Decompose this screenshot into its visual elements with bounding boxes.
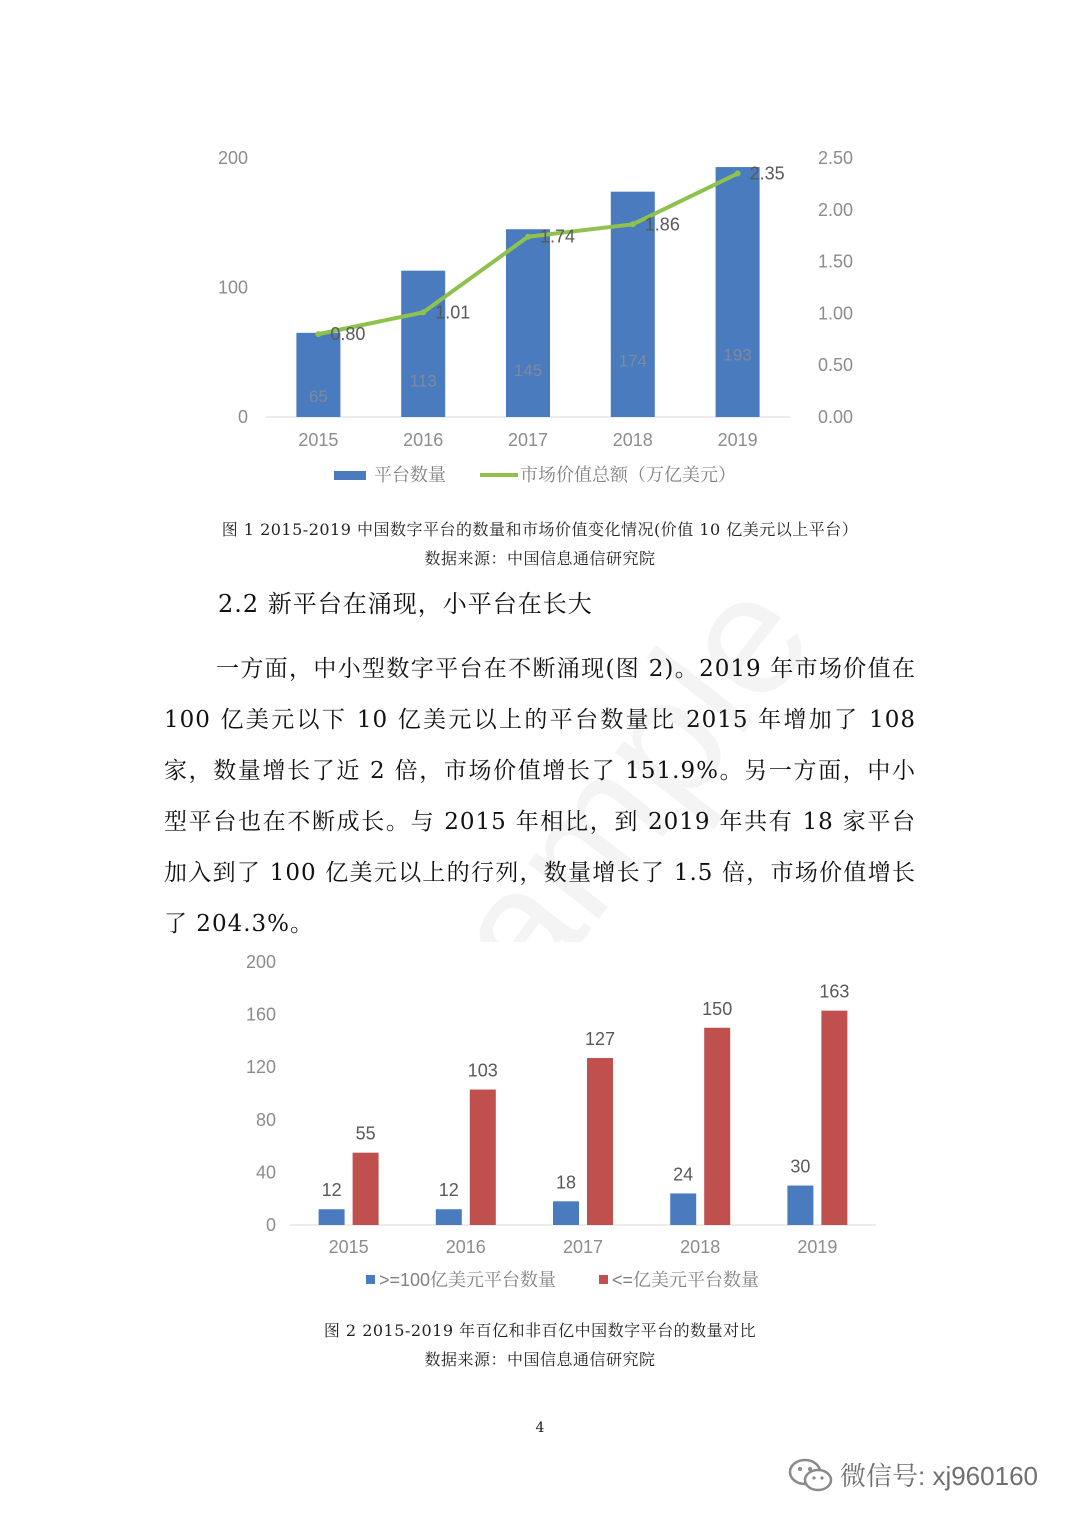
- bar-data-label: 163: [819, 981, 850, 1002]
- x-tick-label: 2016: [445, 1237, 486, 1257]
- legend-bar-swatch: [334, 471, 366, 480]
- legend-series2-swatch: [599, 1275, 608, 1284]
- bar-data-label: 174: [618, 351, 647, 371]
- bar-large-platforms: [436, 1209, 462, 1225]
- bar-small-platforms: [353, 1153, 379, 1225]
- line-data-label: 2.35: [749, 163, 785, 184]
- wechat-icon: [788, 1458, 834, 1492]
- line-point: [630, 221, 636, 227]
- bar-data-label: 193: [723, 345, 752, 365]
- wechat-id: 微信号: xj960160: [840, 1461, 1038, 1491]
- figure1-chart: [208, 138, 860, 504]
- bar-data-label: 113: [409, 371, 437, 391]
- y-tick-label: 0: [265, 1215, 276, 1235]
- y-tick-label: 80: [255, 1109, 276, 1130]
- x-tick-label: 2017: [507, 430, 549, 450]
- line-data-label: 0.80: [330, 324, 366, 345]
- bar-large-platforms: [553, 1201, 579, 1225]
- figure1-chart-box: [208, 138, 860, 504]
- y-left-tick-label: 0: [237, 407, 248, 427]
- bar-data-label: 65: [308, 386, 328, 406]
- line-data-label: 1.01: [435, 302, 471, 323]
- section-paragraph: 一方面，中小型数字平台在不断涌现(图 2)。2019 年市场价值在 100 亿美元以下 10 亿美元以上的平台数量比 2015 年增加了 108 家，数量增长了近 2 倍，市场价值增长了 151.9%。另一方面，中小型平台也在不断成长。与 2015 年相比，到 2019 年共有 18 家平台加入到了 100 亿美元以上的行列，数量增长了 1.5 倍，市场价值增长了 204.3%。: [164, 656, 916, 937]
- y-tick-label: 120: [245, 1057, 276, 1078]
- x-tick-label: 2019: [717, 430, 758, 450]
- x-tick-label: 2015: [328, 1237, 369, 1257]
- bar-platform-count: [506, 229, 550, 417]
- bar-data-label: 12: [438, 1180, 459, 1201]
- legend-line-label: 市场价值总额（万亿美元）: [520, 465, 736, 485]
- section-heading: 2.2 新平台在涌现，小平台在长大: [218, 590, 593, 618]
- bar-platform-count: [716, 167, 760, 417]
- bar-data-label: 24: [673, 1164, 694, 1185]
- y-right-tick-label: 2.50: [818, 148, 854, 168]
- bar-data-label: 103: [467, 1060, 498, 1081]
- y-tick-label: 200: [245, 952, 276, 972]
- figure2-source: 数据来源：中国信息通信研究院: [424, 1350, 656, 1369]
- y-left-tick-label: 200: [217, 148, 248, 168]
- bar-data-label: 18: [555, 1172, 577, 1193]
- bar-data-label: 12: [321, 1180, 342, 1201]
- bar-large-platforms: [670, 1193, 696, 1225]
- x-tick-label: 2016: [403, 430, 444, 450]
- x-tick-label: 2019: [797, 1237, 838, 1257]
- bar-data-label: 55: [355, 1123, 376, 1144]
- y-right-tick-label: 1.50: [818, 251, 854, 272]
- x-tick-label: 2015: [298, 430, 339, 450]
- y-right-tick-label: 2.00: [818, 199, 854, 220]
- figure2-chart-box: [232, 942, 896, 1310]
- bar-data-label: 127: [584, 1028, 616, 1049]
- y-right-tick-label: 1.00: [818, 303, 854, 324]
- bar-small-platforms: [704, 1028, 730, 1225]
- line-point: [420, 309, 426, 315]
- page-number: 4: [535, 1420, 545, 1436]
- bar-large-platforms: [319, 1209, 345, 1225]
- figure1-caption: 图 1 2015-2019 中国数字平台的数量和市场价值变化情况(价值 10 亿美元以上平台）: [221, 520, 859, 539]
- bar-small-platforms: [587, 1058, 613, 1225]
- legend-series2-label: <=亿美元平台数量: [612, 1270, 760, 1290]
- bar-data-label: 30: [790, 1156, 811, 1177]
- x-tick-label: 2018: [680, 1237, 721, 1257]
- bar-large-platforms: [787, 1186, 813, 1225]
- bar-data-label: 150: [702, 998, 733, 1019]
- bar-small-platforms: [821, 1011, 847, 1225]
- x-tick-label: 2017: [562, 1237, 604, 1257]
- figure1-source: 数据来源：中国信息通信研究院: [424, 549, 656, 568]
- line-point: [315, 331, 321, 337]
- bar-small-platforms: [470, 1090, 496, 1225]
- figure2-caption: 图 2 2015-2019 年百亿和非百亿中国数字平台的数量对比: [323, 1321, 757, 1340]
- wechat-badge: [788, 1456, 1038, 1493]
- y-tick-label: 40: [255, 1162, 276, 1183]
- bar-data-label: 145: [513, 361, 543, 381]
- line-point: [525, 234, 531, 240]
- legend-series1-label: >=100亿美元平台数量: [379, 1270, 557, 1290]
- bar-platform-count: [401, 271, 445, 417]
- y-tick-label: 160: [245, 1004, 276, 1025]
- line-data-label: 1.74: [540, 226, 576, 247]
- x-tick-label: 2018: [612, 430, 653, 450]
- line-point: [735, 171, 741, 177]
- y-right-tick-label: 0.00: [818, 407, 854, 427]
- y-left-tick-label: 100: [217, 277, 248, 298]
- line-data-label: 1.86: [644, 214, 680, 235]
- legend-bar-label: 平台数量: [374, 465, 446, 485]
- figure2-chart: [232, 942, 896, 1310]
- legend-series1-swatch: [366, 1275, 375, 1284]
- y-right-tick-label: 0.50: [818, 355, 854, 376]
